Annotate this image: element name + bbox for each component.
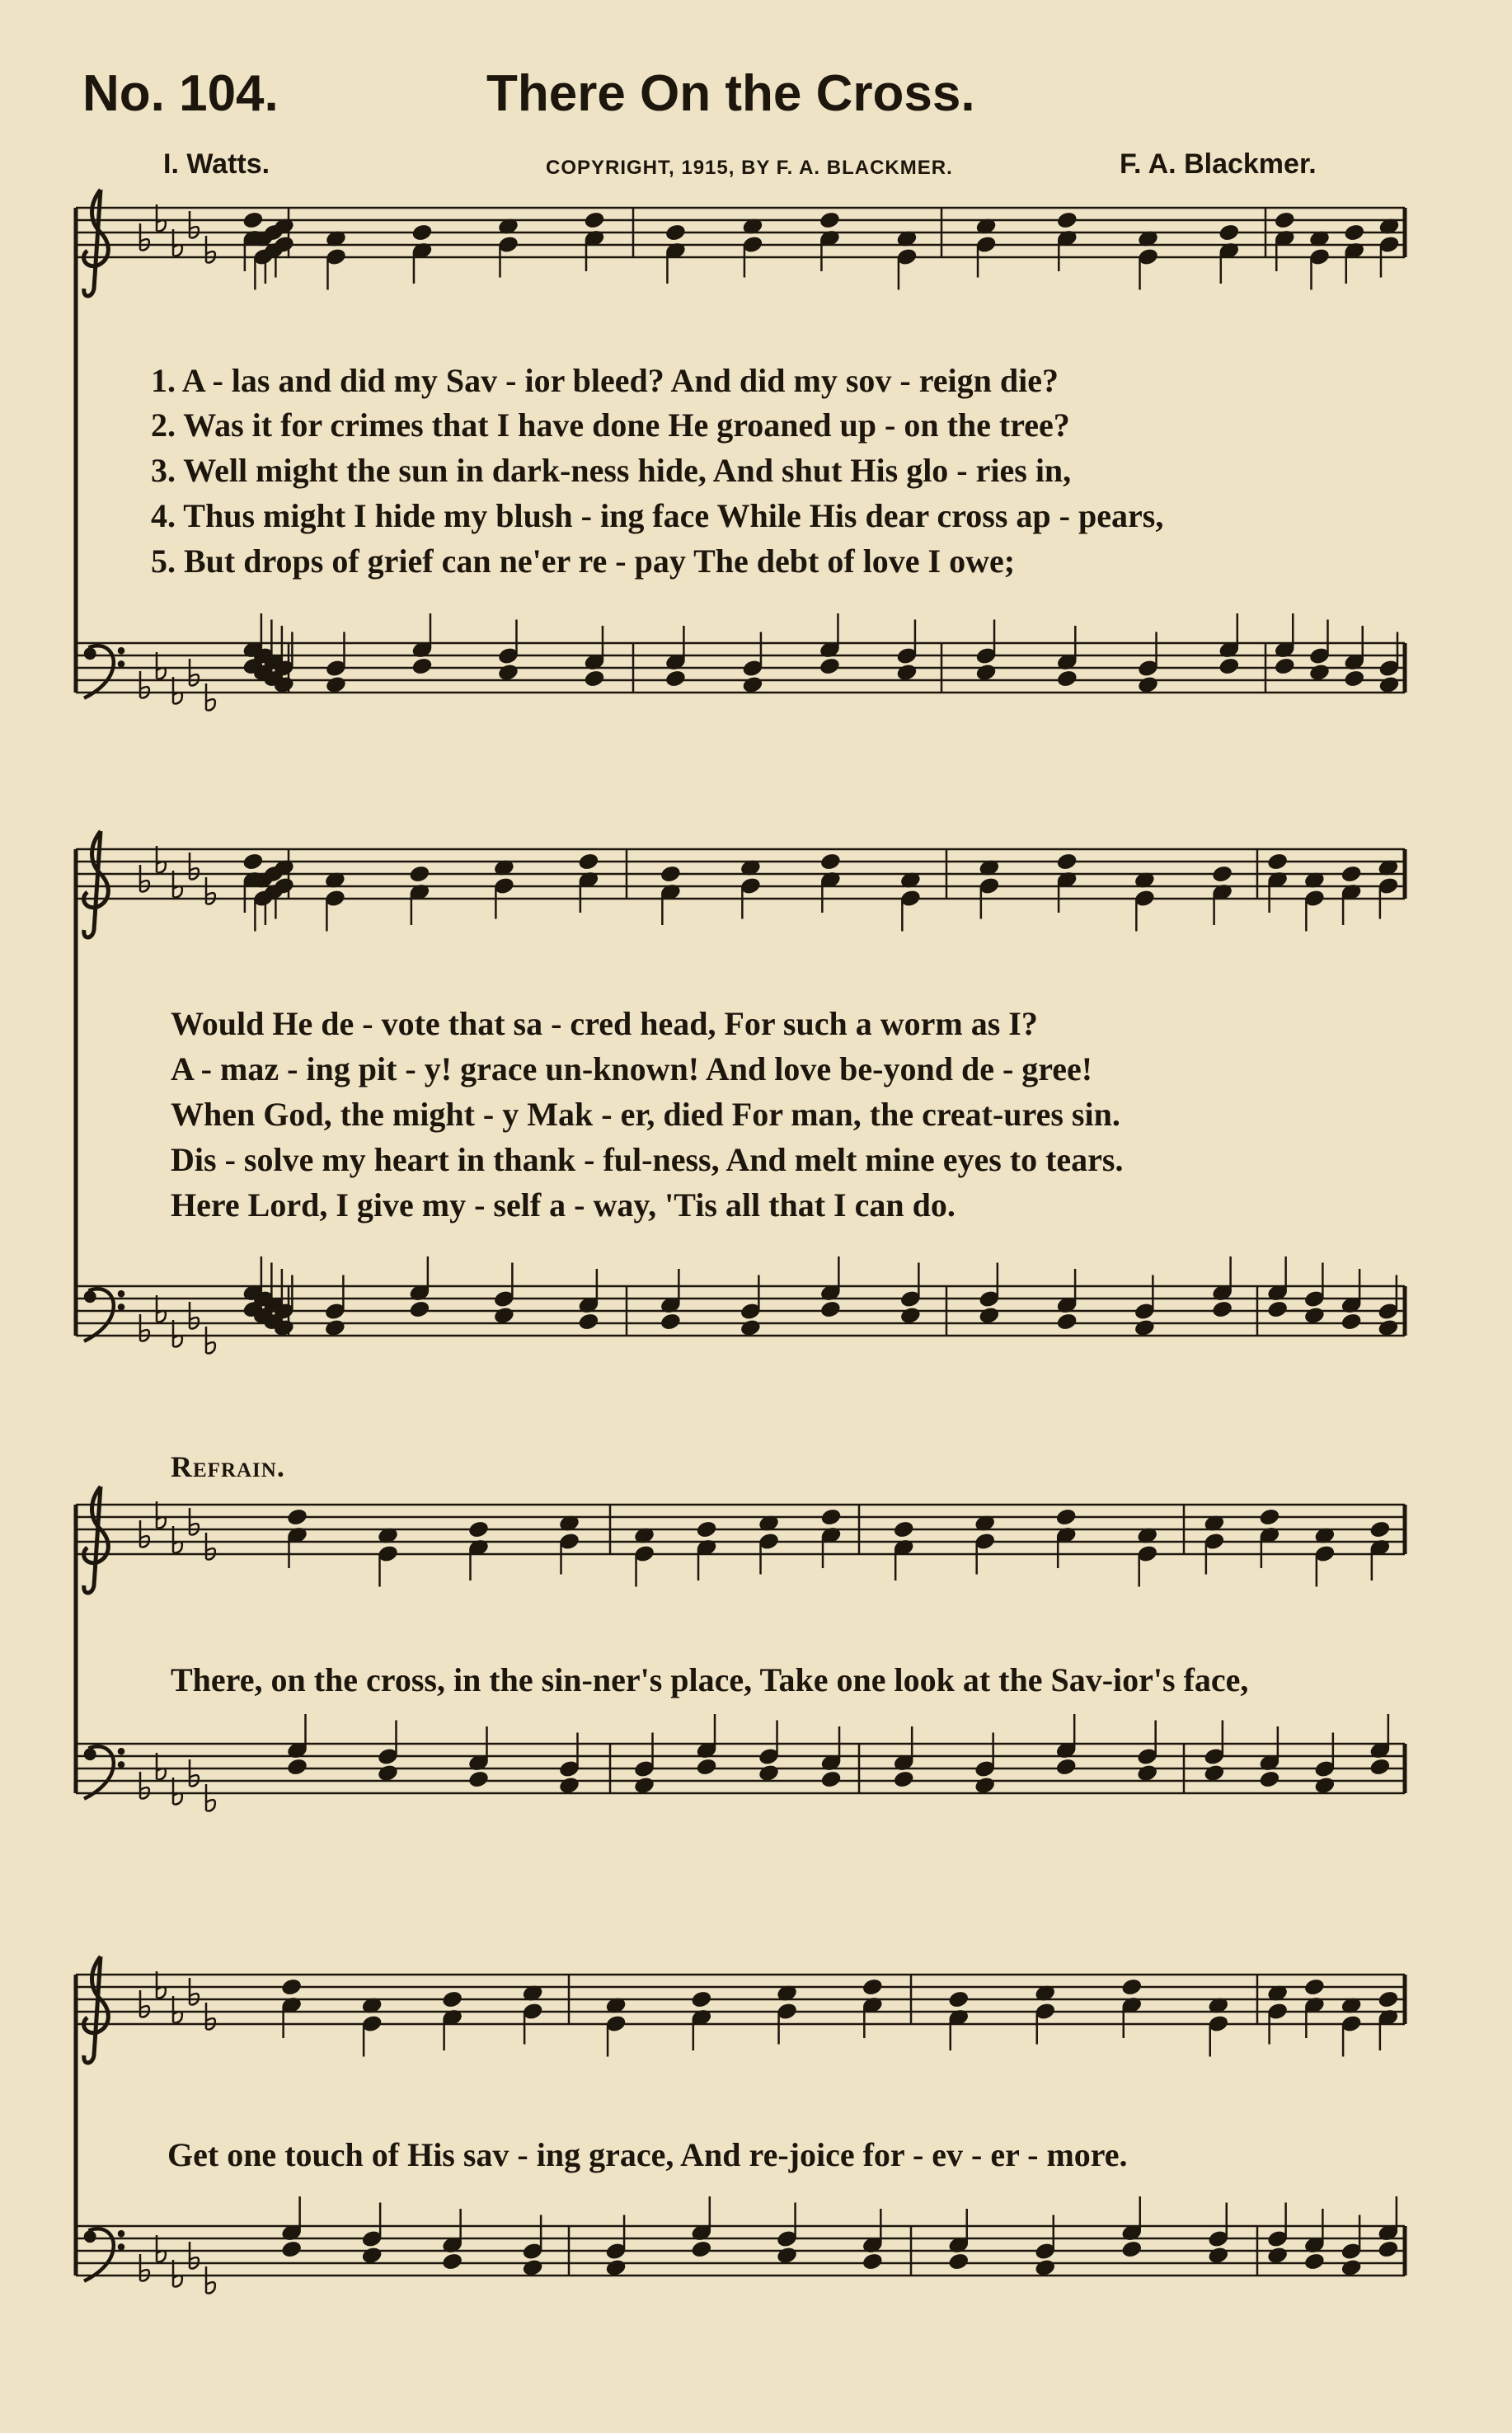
verse-4-line-b: Dis - solve my heart in thank - ful-ness, And melt mine eyes to tears. xyxy=(171,1141,1124,1178)
verse-3-line-a: 3. Well might the sun in dark-ness hide, And shut His glo - ries in, xyxy=(151,452,1072,489)
copyright-notice: COPYRIGHT, 1915, BY F. A. BLACKMER. xyxy=(546,157,953,179)
verse-5-line-a: 5. But drops of grief can ne'er re - pay The debt of love I owe; xyxy=(151,542,1016,580)
hymn-title: There On the Cross. xyxy=(486,65,975,122)
refrain-line-1: There, on the cross, in the sin-ner's place, Take one look at the Sav-ior's face, xyxy=(171,1661,1249,1698)
verse-5-line-b: Here Lord, I give my - self a - way, 'Tis all that I can do. xyxy=(171,1186,956,1224)
verse-2-line-a: 2. Was it for crimes that I have done He groaned up - on the tree? xyxy=(151,406,1070,444)
verse-3-line-b: When God, the might - y Mak - er, died For man, the creat-ures sin. xyxy=(171,1096,1120,1133)
verse-1-line-a: 1. A - las and did my Sav - ior bleed? And did my sov - reign die? xyxy=(151,362,1059,399)
refrain-label: Refrain. xyxy=(171,1450,285,1483)
verse-4-line-a: 4. Thus might I hide my blush - ing face While His dear cross ap - pears, xyxy=(151,497,1164,534)
music-composer: F. A. Blackmer. xyxy=(1120,148,1317,180)
hymn-number: No. 104. xyxy=(82,65,279,122)
words-author: I. Watts. xyxy=(163,148,270,180)
verse-2-line-b: A - maz - ing pit - y! grace un-known! And love be-yond de - gree! xyxy=(171,1050,1093,1087)
refrain-line-2: Get one touch of His sav - ing grace, And re-joice for - ev - er - more. xyxy=(167,2136,1128,2173)
verse-1-line-b: Would He de - vote that sa - cred head, For such a worm as I? xyxy=(171,1005,1038,1042)
